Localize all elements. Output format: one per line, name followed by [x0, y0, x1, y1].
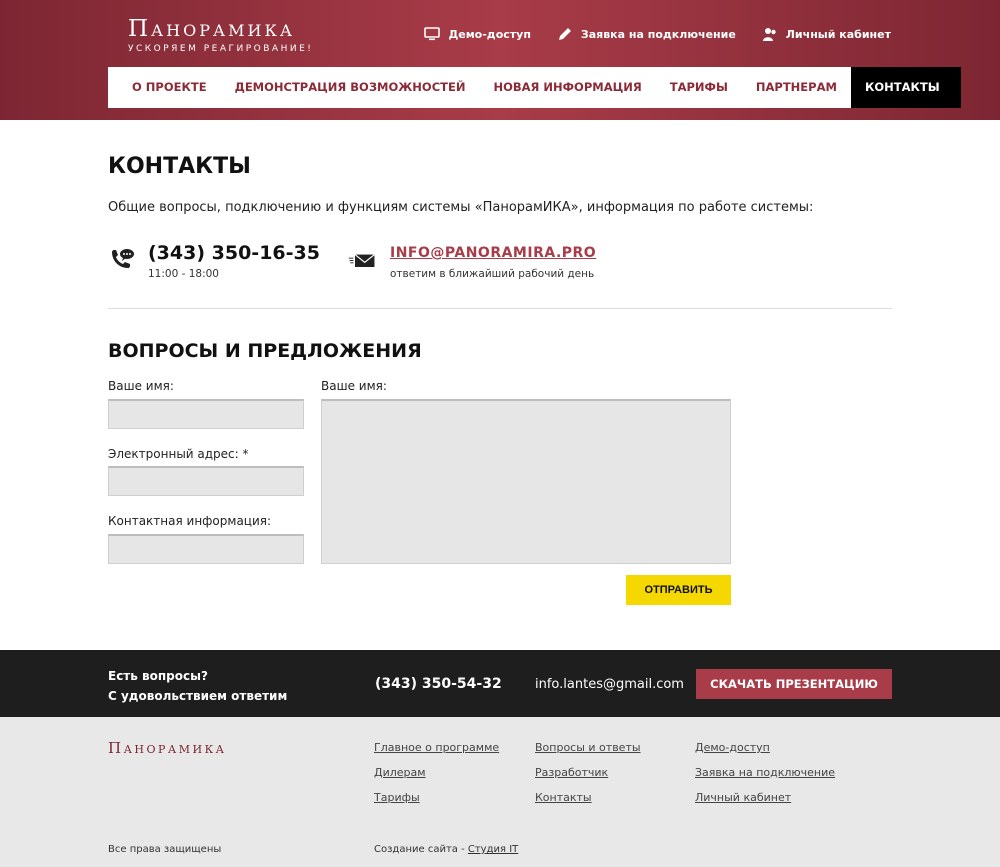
demo-access-link[interactable]: [424, 26, 530, 42]
footer-credit-link[interactable]: Студия IT: [467, 844, 519, 855]
monitor-icon: [424, 26, 440, 42]
footer-link-developer[interactable]: Разработчик: [535, 766, 609, 779]
footer-copyright: Все права защищены: [108, 844, 222, 855]
logo-subtitle: УСКОРЯЕМ РЕАГИРОВАНИЕ!: [128, 44, 314, 54]
footer-question-line1: Есть вопросы?: [108, 669, 208, 683]
footer-link-demo[interactable]: Демо-доступ: [695, 741, 770, 754]
footer-link-dealers[interactable]: Дилерам: [374, 766, 426, 779]
logo[interactable]: [128, 16, 313, 54]
footer-link-faq[interactable]: Вопросы и ответы: [535, 741, 641, 754]
page-title: КОНТАКТЫ: [108, 154, 251, 179]
footer-question: [108, 666, 287, 706]
footer-logo[interactable]: Панорамика: [108, 739, 227, 757]
demo-access-label: Демо-доступ: [448, 27, 531, 41]
contact-email-link[interactable]: INFO@PANORAMIRA.PRO: [390, 245, 597, 261]
footer-credit-prefix: Создание сайта -: [374, 844, 468, 855]
site-footer: [0, 717, 1000, 867]
contact-phone-block: [108, 242, 320, 280]
personal-account-link[interactable]: [762, 26, 891, 42]
intro-text: Общие вопросы, подключению и функциям системы «ПанорамИКА», информация по работе системы:: [108, 200, 814, 215]
footer-question-line2: С удовольствием ответим: [108, 689, 288, 703]
submit-button[interactable]: ОТПРАВИТЬ: [626, 575, 731, 605]
footer-col-1: [374, 741, 499, 805]
footer-phone[interactable]: (343) 350-54-32: [375, 676, 502, 692]
footer-col-2: [535, 741, 641, 805]
contact-email-note: ответим в ближайший рабочий день: [390, 268, 595, 280]
main-nav: [108, 67, 940, 108]
top-links: [424, 26, 891, 42]
footer-credit: [374, 844, 518, 855]
pencil-icon: [557, 26, 573, 42]
footer-link-account[interactable]: Личный кабинет: [695, 791, 792, 804]
form-title: ВОПРОСЫ И ПРЕДЛОЖЕНИЯ: [108, 340, 422, 362]
name-input[interactable]: [108, 399, 304, 429]
nav-item-news[interactable]: НОВАЯ ИНФОРМАЦИЯ: [493, 80, 642, 94]
connection-request-link[interactable]: [557, 26, 736, 42]
footer-col-3: [695, 741, 835, 805]
message-label: Ваше имя:: [321, 379, 387, 393]
phone-chat-icon: [108, 246, 136, 274]
contact-info-input[interactable]: [108, 534, 304, 564]
contact-info-label: Контактная информация:: [108, 514, 272, 528]
nav-item-tariffs[interactable]: ТАРИФЫ: [669, 80, 728, 94]
site-header: [0, 0, 1000, 120]
contact-mail-block: [348, 242, 596, 280]
envelope-icon: [348, 246, 376, 274]
footer-link-tariffs[interactable]: Тарифы: [374, 791, 420, 804]
email-label: Электронный адрес: *: [108, 447, 249, 461]
connection-request-label: Заявка на подключение: [580, 27, 736, 41]
footer-link-contacts[interactable]: Контакты: [535, 791, 592, 804]
contact-phone-number[interactable]: (343) 350-16-35: [148, 242, 320, 264]
section-divider: [108, 308, 892, 309]
nav-item-about[interactable]: О ПРОЕКТЕ: [132, 80, 207, 94]
users-icon: [762, 26, 778, 42]
name-label: Ваше имя:: [108, 379, 174, 393]
footer-email[interactable]: info.lantes@gmail.com: [535, 677, 684, 692]
personal-account-label: Личный кабинет: [785, 27, 891, 41]
message-textarea[interactable]: [321, 399, 731, 564]
footer-cta-bar: [0, 650, 1000, 717]
nav-item-contacts[interactable]: КОНТАКТЫ: [851, 67, 961, 108]
email-input[interactable]: [108, 466, 304, 496]
footer-link-main-about[interactable]: Главное о программе: [374, 741, 500, 754]
nav-item-demo[interactable]: ДЕМОНСТРАЦИЯ ВОЗМОЖНОСТЕЙ: [234, 80, 466, 94]
footer-link-request[interactable]: Заявка на подключение: [695, 766, 836, 779]
nav-item-partners[interactable]: ПАРТНЕРАМ: [755, 80, 837, 94]
logo-title: Панорамика: [128, 16, 295, 42]
download-presentation-button[interactable]: СКАЧАТЬ ПРЕЗЕНТАЦИЮ: [696, 669, 892, 699]
contact-phone-hours: 11:00 - 18:00: [148, 268, 219, 280]
